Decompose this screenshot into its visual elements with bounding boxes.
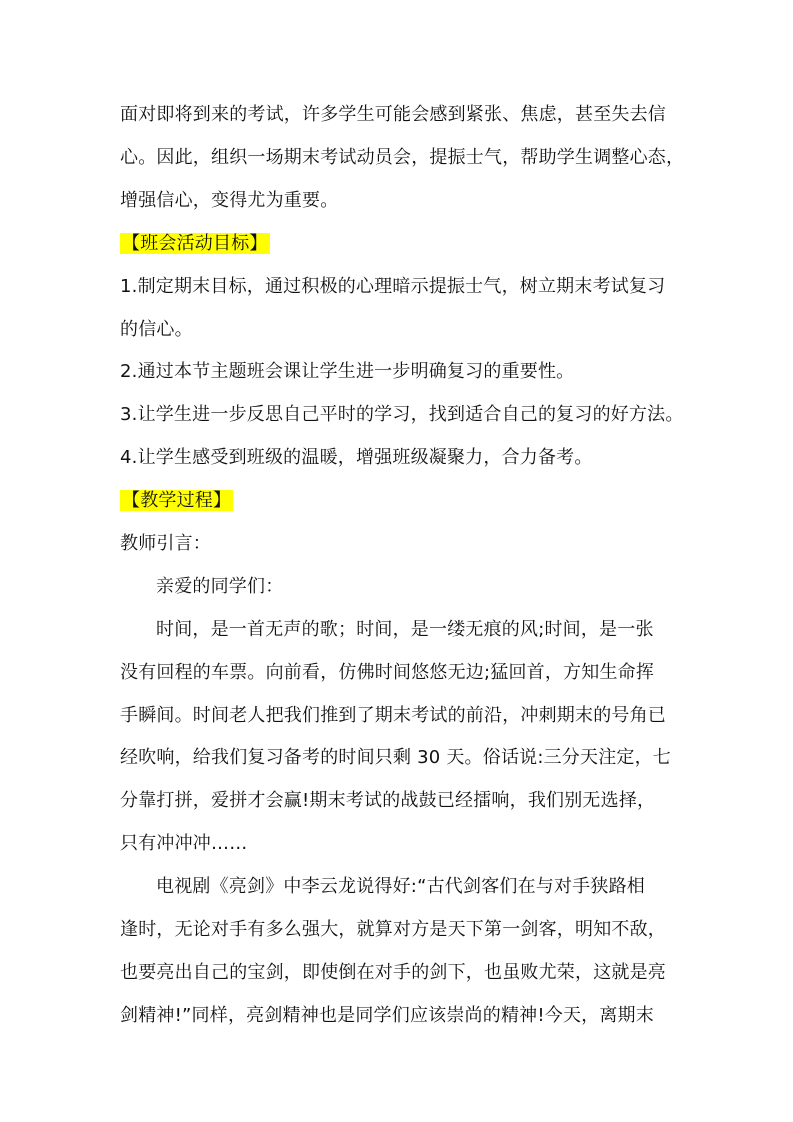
objective-line: 4.让学生感受到班级的温暖，增强班级凝聚力，合力备考。 xyxy=(120,447,593,468)
paragraph-line: 剑精神!”同样，亮剑精神也是同学们应该崇尚的精神!今天，离期末 xyxy=(120,1005,654,1026)
process-heading-text: 【教学过程】 xyxy=(122,490,232,511)
intro-line: 面对即将到来的考试，许多学生可能会感到紧张、焦虑，甚至失去信 xyxy=(120,104,666,125)
process-heading xyxy=(120,489,233,513)
objectives-heading xyxy=(120,232,270,256)
teacher-intro-label: 教师引言： xyxy=(120,533,211,554)
objectives-heading-text: 【班会活动目标】 xyxy=(122,233,268,254)
paragraph-line: 时间，是一首无声的歌；时间，是一缕无痕的风;时间，是一张 xyxy=(156,619,654,640)
objective-line: 3.让学生进一步反思自己平时的学习，找到适合自己的复习的好方法。 xyxy=(120,404,684,425)
paragraph-line: 没有回程的车票。向前看，仿佛时间悠悠无边;猛回首，方知生命挥 xyxy=(120,662,655,683)
objective-line: 1.制定期末目标，通过积极的心理暗示提振士气，树立期末考试复习 xyxy=(120,276,666,297)
intro-line: 心。因此，组织一场期末考试动员会，提振士气，帮助学生调整心态， xyxy=(120,147,685,168)
paragraph-line: 逢时，无论对手有多么强大，就算对方是天下第一剑客，明知不敌， xyxy=(120,919,666,940)
intro-line: 增强信心，变得尤为重要。 xyxy=(120,190,339,211)
objective-line: 2.通过本节主题班会课让学生进一步明确复习的重要性。 xyxy=(120,361,575,382)
paragraph-line: 分靠打拼，爱拼才会赢!期末考试的战鼓已经擂响，我们别无选择， xyxy=(120,790,656,811)
paragraph-line: 只有冲冲冲…… xyxy=(120,833,248,854)
greeting: 亲爱的同学们： xyxy=(156,576,284,597)
paragraph-line: 经吹响，给我们复习备考的时间只剩 30 天。俗话说:三分天注定，七 xyxy=(120,747,672,768)
paragraph-line: 手瞬间。时间老人把我们推到了期末考试的前沿，冲刺期末的号角已 xyxy=(120,705,666,726)
paragraph-line: 也要亮出自己的宝剑，即使倒在对手的剑下，也虽败尤荣，这就是亮 xyxy=(120,962,666,983)
objective-line: 的信心。 xyxy=(120,319,193,340)
paragraph-line: 电视剧《亮剑》中李云龙说得好:“古代剑客们在与对手狭路相 xyxy=(156,876,645,897)
